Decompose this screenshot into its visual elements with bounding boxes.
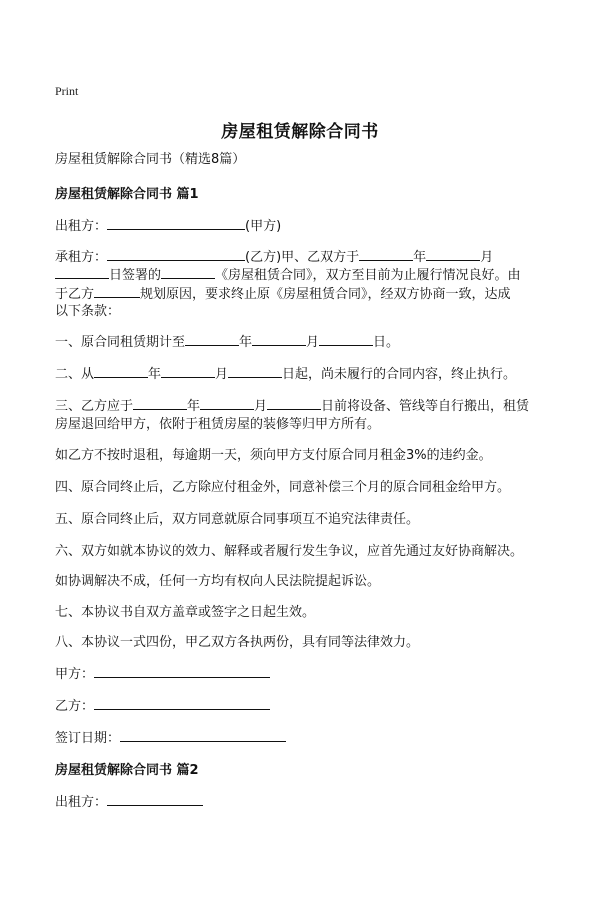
lessor-label-2: 出租方： xyxy=(55,795,108,810)
sign-date-line-bottom xyxy=(55,729,286,748)
year-label: 年 xyxy=(413,250,427,265)
clause-1-year: 年 xyxy=(239,335,253,350)
clause-2-prefix: 二、从 xyxy=(55,367,95,382)
clause-1-year-blank xyxy=(185,333,239,346)
sign-day-blank xyxy=(55,266,109,279)
lessor-line-2 xyxy=(55,793,203,812)
month-label: 月 xyxy=(480,250,494,265)
lessor-blank xyxy=(107,217,245,230)
clause-1-month-blank xyxy=(252,333,306,346)
contract-blank xyxy=(161,266,215,279)
clause-5: 五、原合同终止后，双方同意就原合同事项互不追究法律责任。 xyxy=(55,512,420,527)
terms-intro: 以下条款： xyxy=(55,304,121,319)
clause-6: 六、双方如就本协议的效力、解释或者履行发生争议，应首先通过友好协商解决。 xyxy=(55,544,524,559)
lessor-label: 出租方： xyxy=(55,219,108,234)
clause-3 xyxy=(55,397,529,416)
sign-year-blank xyxy=(359,248,413,261)
reason-line xyxy=(55,285,511,304)
clause-3-line-2: 房屋退回给甲方，依附于租赁房屋的装修等归甲方所有。 xyxy=(55,417,381,432)
party-a-label: 甲方： xyxy=(55,667,95,682)
clause-3-year-blank xyxy=(133,397,187,410)
clause-1 xyxy=(55,333,399,352)
reason-prefix: 于乙方 xyxy=(55,287,95,302)
lessor-blank-2 xyxy=(107,793,203,806)
clause-1-prefix: 一、原合同租赁期计至 xyxy=(55,335,186,350)
clause-8: 八、本协议一式四份，甲乙双方各执两份，具有同等法律效力。 xyxy=(55,635,420,650)
lessee-blank xyxy=(107,248,245,261)
clause-6-followup: 如协调解决不成，任何一方均有权向人民法院提起诉讼。 xyxy=(55,574,381,589)
lessee-label: 承租方： xyxy=(55,250,108,265)
clause-2-year-blank xyxy=(94,365,148,378)
lessor-line xyxy=(55,217,281,236)
clause-3-tail: 日前将设备、管线等自行搬出，租赁 xyxy=(321,399,530,414)
clause-2 xyxy=(55,365,516,384)
clause-3-prefix: 三、乙方应于 xyxy=(55,399,134,414)
lessee-suffix: (乙方)甲、乙双方于 xyxy=(245,250,360,265)
clause-2-year: 年 xyxy=(148,367,162,382)
sign-date-blank xyxy=(120,729,286,742)
clause-2-month-blank xyxy=(161,365,215,378)
clause-3-month: 月 xyxy=(254,399,268,414)
party-a-blank xyxy=(94,665,270,678)
reason-blank xyxy=(94,285,140,298)
sign-month-blank xyxy=(426,248,480,261)
penalty-clause: 如乙方不按时退租，每逾期一天，须向甲方支付原合同月租金3%的违约金。 xyxy=(55,448,492,463)
clause-1-day-blank xyxy=(319,333,373,346)
clause-2-tail: 日起，尚未履行的合同内容，终止执行。 xyxy=(282,367,517,382)
document-subtitle: 房屋租赁解除合同书（精选8篇） xyxy=(55,152,246,167)
section-2-heading: 房屋租赁解除合同书 篇2 xyxy=(55,763,199,778)
party-b-label: 乙方： xyxy=(55,699,95,714)
party-a-line xyxy=(55,665,270,684)
clause-4: 四、原合同终止后，乙方除应付租金外，同意补偿三个月的原合同租金给甲方。 xyxy=(55,480,511,495)
party-b-line xyxy=(55,697,270,716)
lessor-suffix: (甲方) xyxy=(245,219,282,234)
sign-date-line xyxy=(55,266,521,285)
clause-2-month: 月 xyxy=(215,367,229,382)
clause-7: 七、本协议书自双方盖章或签字之日起生效。 xyxy=(55,605,316,620)
clause-1-month: 月 xyxy=(306,335,320,350)
clause-3-year: 年 xyxy=(187,399,201,414)
contract-text: 《房屋租赁合同》，双方至目前为止履行情况良好。由 xyxy=(215,268,521,283)
sign-date-label: 签订日期： xyxy=(55,731,121,746)
sign-tail: 日签署的 xyxy=(109,268,162,283)
document-title: 房屋租赁解除合同书 xyxy=(221,122,379,142)
clause-3-day-blank xyxy=(267,397,321,410)
print-label[interactable]: Print xyxy=(55,84,79,98)
clause-2-day-blank xyxy=(228,365,282,378)
party-b-blank xyxy=(94,697,270,710)
clause-1-end: 日。 xyxy=(373,335,400,350)
lessee-line xyxy=(55,248,493,267)
section-1-heading: 房屋租赁解除合同书 篇1 xyxy=(55,187,199,202)
clause-3-month-blank xyxy=(200,397,254,410)
reason-text: 规划原因，要求终止原《房屋租赁合同》，经双方协商一致，达成 xyxy=(140,287,511,302)
